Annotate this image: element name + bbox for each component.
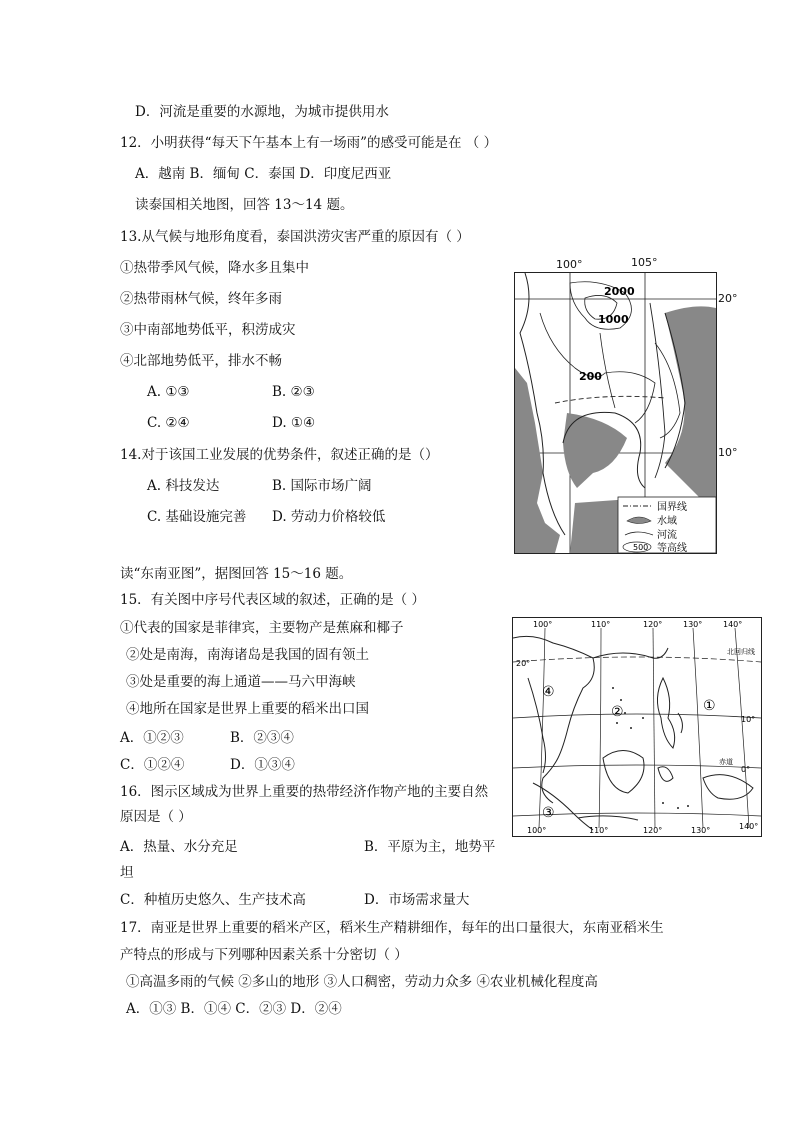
q16-stem-line1: 16．图示区域成为世界上重要的热带经济作物产地的主要自然 [120,784,489,800]
q16-stem-line2: 原因是（ ） [120,809,192,825]
q11-option-d: D．河流是重要的水源地，为城市提供用水 [135,104,389,120]
thailand-lon-100-label: 100° [556,258,583,271]
sea-top-lon-120: 120° [643,620,663,629]
southeast-asia-map [512,617,762,837]
equator-label: 赤道 [719,758,733,766]
legend-contour: 等高线 [657,543,687,553]
intro-thailand: 读泰国相关地图，回答 13～14 题。 [135,197,354,213]
q15-option-a: A．①②③ [120,730,184,746]
q15-item-4: ④地所在国家是世界上重要的稻米出口国 [126,701,369,717]
marker-3: ③ [542,805,555,821]
q13-item-3: ③中南部地势低平，积涝成灾 [120,322,296,338]
marker-2: ② [611,704,624,720]
tropic-label: 北回归线 [727,648,755,656]
marker-1: ① [703,698,716,714]
q13-item-4: ④北部地势低平，排水不畅 [120,353,282,369]
sea-bottom-lon-110: 110° [589,826,609,835]
q15-option-b: B．②③④ [230,730,294,746]
sea-bottom-lon-130: 130° [691,826,711,835]
thailand-lat-20-label: 20° [718,292,738,305]
q15-item-3: ③处是重要的海上通道——马六甲海峡 [126,674,356,690]
q15-option-d: D．①③④ [230,757,295,773]
q13-option-d: D. ①④ [272,415,316,431]
sea-lat-0: 0° [741,765,751,774]
q13-item-1: ①热带季风气候，降水多且集中 [120,260,309,276]
contour-label-200: 200 [579,370,602,383]
q15-stem: 15．有关图中序号代表区域的叙述，正确的是（ ） [120,592,425,608]
thailand-lon-105-label: 105° [631,256,658,269]
q13-item-2: ②热带雨林气候，终年多雨 [120,291,282,307]
q14-option-a: A. 科技发达 [147,478,220,494]
q12-stem: 12．小明获得“每天下午基本上有一场雨”的感受可能是在 （ ） [120,135,498,151]
q12-options: A．越南 B．缅甸 C．泰国 D．印度尼西亚 [135,166,392,182]
q15-item-1: ①代表的国家是菲律宾，主要物产是蕉麻和椰子 [120,620,404,636]
q14-option-c: C. 基础设施完善 [147,509,247,525]
thailand-lon-105 [629,273,653,274]
thailand-map [514,272,717,554]
legend-river: 河流 [657,530,677,541]
q17-stem-line2: 产特点的形成与下列哪种因素关系十分密切（ ） [120,947,408,963]
q14-option-d: D. 劳动力价格较低 [272,509,386,525]
q14-option-b: B. 国际市场广阔 [272,478,372,494]
q16-option-b: B．平原为主，地势平 [364,839,496,855]
sea-bottom-lon-100: 100° [527,826,547,835]
thailand-lat-10-label: 10° [718,446,738,459]
sea-top-lon-110: 110° [591,620,611,629]
sea-bottom-lon-140: 140° [739,822,759,831]
sea-top-lon-100: 100° [533,620,553,629]
q17-options: A．①③ B．①④ C．②③ D．②④ [126,1001,342,1017]
q13-stem: 13.从气候与地形角度看，泰国洪涝灾害严重的原因有（ ） [120,229,470,245]
q13-option-c: C. ②④ [147,415,190,431]
legend-border: 国界线 [657,502,687,513]
q17-items: ①高温多雨的气候 ②多山的地形 ③人口稠密，劳动力众多 ④农业机械化程度高 [126,974,598,990]
q15-item-2: ②处是南海，南海诸岛是我国的固有领土 [126,647,369,663]
q14-stem: 14.对于该国工业发展的优势条件，叙述正确的是（） [120,447,439,463]
q13-option-a: A. ①③ [147,384,190,400]
contour-label-1000: 1000 [598,313,629,326]
q17-stem-line1: 17．南亚是世界上重要的稻米产区，稻米生产精耕细作，每年的出口量很大，东南亚稻米生 [120,920,664,936]
q16-option-b-cont: 坦 [120,865,134,881]
sea-lat-10: 10° [741,715,756,724]
legend-water: 水域 [657,516,677,527]
sea-lat-20: 20° [516,659,531,668]
intro-sea: 读“东南亚图”，据图回答 15～16 题。 [120,566,353,582]
q13-option-b: B. ②③ [272,384,315,400]
q16-option-d: D．市场需求量大 [364,892,470,908]
contour-label-2000: 2000 [604,285,635,298]
q15-option-c: C．①②④ [120,757,185,773]
marker-4: ④ [542,684,555,700]
legend-contour-sample: 500 [633,543,649,552]
q16-option-c: C．种植历史悠久、生产技术高 [120,892,306,908]
q16-option-a: A．热量、水分充足 [120,839,238,855]
sea-top-lon-140: 140° [723,620,743,629]
sea-top-lon-130: 130° [683,620,703,629]
sea-bottom-lon-120: 120° [643,826,663,835]
